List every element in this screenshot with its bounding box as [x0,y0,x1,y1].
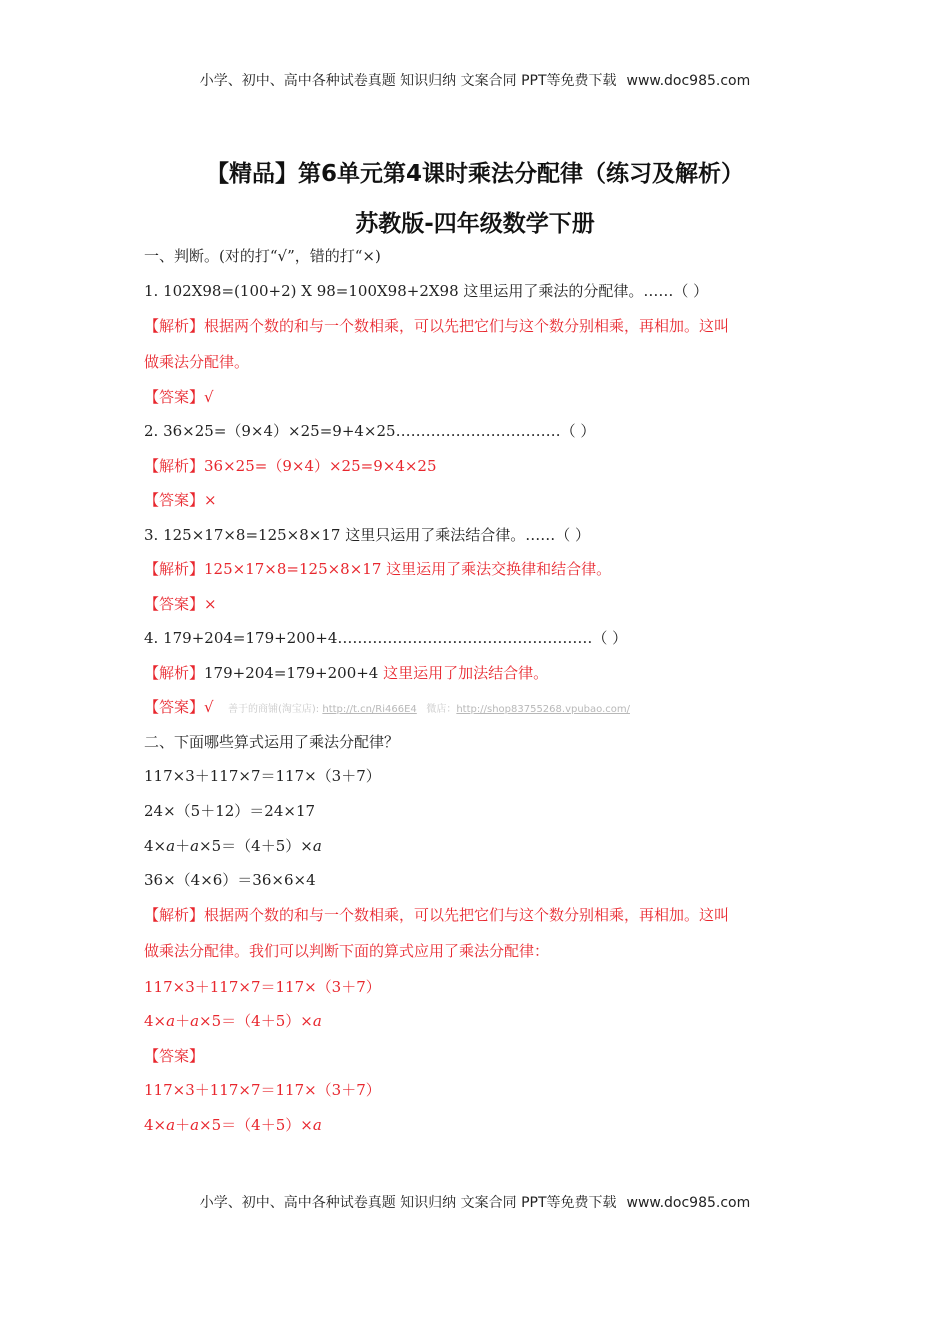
analysis-label: 【解析】 [144,906,205,924]
watermark [228,700,630,715]
analysis-label: 【解析】 [144,560,205,578]
eq-var: a [166,837,176,855]
eq-part: 4× [144,837,167,855]
eq-part: ＋ [175,1116,191,1134]
analysis-equation: 179+204=179+200+4 [204,664,384,682]
q3-analysis [144,559,824,579]
equation-3 [144,836,824,856]
q2-answer [144,490,824,510]
section2-analysis-line2: 做乘法分配律。我们可以判断下面的算式应用了乘法分配律： [144,942,550,960]
eq-var: a [190,1116,200,1134]
header-site[interactable]: www.doc985.com [626,73,751,89]
equation-4: 36×（4×6）＝36×6×4 [144,871,316,889]
eq-var: a [190,1012,200,1030]
analysis-label: 【解析】 [144,317,205,335]
q3-text: 3. 125×17×8=125×8×17 这里只运用了乘法结合律。……（ ） [144,526,590,544]
analysis-label: 【解析】 [144,664,205,682]
answer-value: √ [204,388,214,406]
eq-var: a [166,1116,176,1134]
q1-analysis-line1 [144,316,824,336]
analysis-label: 【解析】 [144,457,205,475]
answer-equation-1: 117×3＋117×7＝117×（3＋7） [144,1081,381,1099]
eq-part: ×5＝（4＋5）× [199,1012,313,1030]
equation-1: 117×3＋117×7＝117×（3＋7） [144,767,381,785]
answer-label: 【答案】 [144,595,205,613]
eq-part: 4× [144,1012,167,1030]
analysis-equation-3 [144,1011,824,1031]
answer-label: 【答案】 [144,698,205,716]
watermark-wei-link[interactable]: http://shop83755268.vpubao.com/ [456,704,630,715]
eq-part: 4× [144,1116,167,1134]
footer-text: 小学、初中、高中各种试卷真题 知识归纳 文案合同 PPT等免费下载 [199,1195,617,1211]
equation-2: 24×（5＋12）＝24×17 [144,802,316,820]
section2-analysis-line1 [144,905,824,925]
eq-var: a [312,1012,322,1030]
q2-analysis [144,456,824,476]
q1-text: 1. 102X98=(100+2) X 98=100X98+2X98 这里运用了乘法的分配律。……（ ） [144,282,709,300]
page-header [0,70,950,90]
header-text: 小学、初中、高中各种试卷真题 知识归纳 文案合同 PPT等免费下载 [199,73,617,89]
page-footer [0,1192,950,1212]
q2-text: 2. 36×25=（9×4）×25=9+4×25……………………………（ ） [144,422,596,440]
analysis-text: 这里运用了加法结合律。 [383,664,549,682]
eq-var: a [190,837,200,855]
q4-analysis [144,663,824,683]
analysis-text: 根据两个数的和与一个数相乘，可以先把它们与这个数分别相乘，再相加。这叫 [204,906,730,924]
section1-heading: 一、判断。(对的打“√”，错的打“×) [144,247,381,265]
answer-equation-3 [144,1115,824,1135]
footer-site[interactable]: www.doc985.com [626,1195,751,1211]
eq-var: a [166,1012,176,1030]
section2-heading: 二、下面哪些算式运用了乘法分配律？ [144,733,400,751]
answer-label: 【答案】 [144,388,205,406]
q1-answer [144,387,824,407]
title-line-2: 苏教版-四年级数学下册 [355,211,595,237]
analysis-text: 125×17×8=125×8×17 这里运用了乘法交换律和结合律。 [204,560,612,578]
title-line-1: 【精品】第6单元第4课时乘法分配律（练习及解析） [205,161,744,187]
q3-answer [144,594,824,614]
watermark-shop: 善于的商铺(淘宝店): [228,704,320,715]
eq-var: a [312,1116,322,1134]
eq-part: ×5＝（4＋5）× [199,1116,313,1134]
section2-answer-label: 【答案】 [144,1047,205,1065]
watermark-shop-link[interactable]: http://t.cn/Ri466E4 [322,704,417,715]
analysis-equation-1: 117×3＋117×7＝117×（3＋7） [144,978,381,996]
q1-analysis-line2: 做乘法分配律。 [144,353,250,371]
eq-part: ×5＝（4＋5）× [199,837,313,855]
answer-value: × [204,595,217,613]
eq-part: ＋ [175,1012,191,1030]
analysis-text: 根据两个数的和与一个数相乘，可以先把它们与这个数分别相乘，再相加。这叫 [204,317,730,335]
analysis-text: 36×25=（9×4）×25=9×4×25 [204,457,437,475]
answer-value: × [204,491,217,509]
eq-var: a [312,837,322,855]
answer-label: 【答案】 [144,491,205,509]
eq-part: ＋ [175,837,191,855]
watermark-wei: 微店： [426,704,457,715]
q4-text: 4. 179+204=179+200+4……………………………………………（ ） [144,629,628,647]
answer-value: √ [204,698,214,716]
